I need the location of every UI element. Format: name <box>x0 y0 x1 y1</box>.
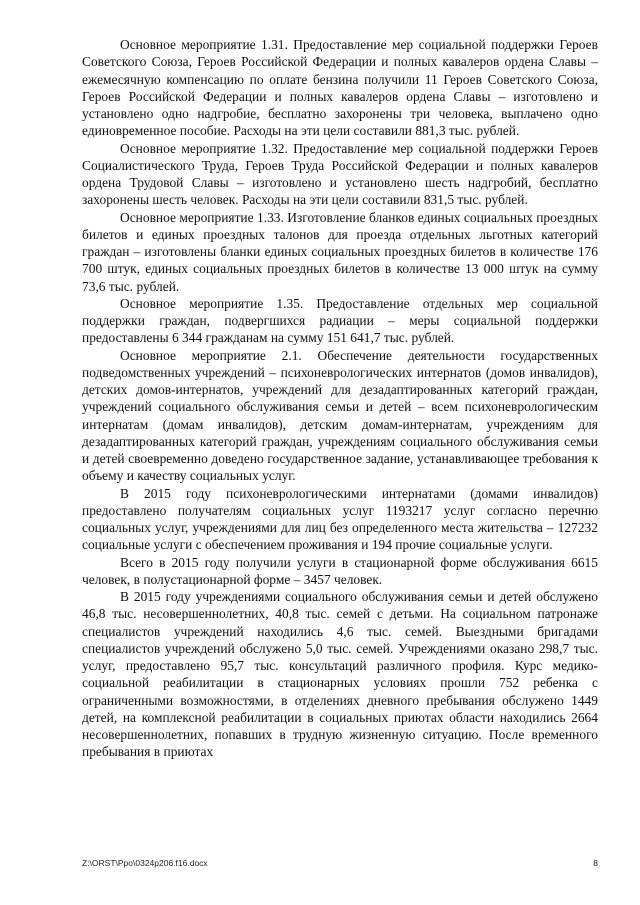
paragraph-measure-1-32: Основное мероприятие 1.32. Предоставление мер социальной поддержки Героев Социалистического Труда, Героев Труда Российской Федерации и полных кавалеров ордена Трудовой Славы – изготовлено и установлено шесть надгробий, бесплатно захоронены шесть человек. Расходы на эти цели составили 831,5 тыс. рублей. <box>82 140 598 208</box>
document-body <box>82 36 598 761</box>
paragraph-measure-1-31: Основное мероприятие 1.31. Предоставление мер социальной поддержки Героев Советского Союза, Героев Российской Федерации и полных кавалеров ордена Славы – ежемесячную компенсацию по оплате бензина получили 11 Героев Советского Союза, Героев Российской Федерации и полных кавалеров ордена Славы – изготовлено и установлено одно надгробие, бесплатно захоронены три человека, выплачено одно единовременное пособие. Расходы на эти цели составили 881,3 тыс. рублей. <box>82 37 598 139</box>
paragraph-measure-1-35: Основное мероприятие 1.35. Предоставление отдельных мер социальной поддержки граждан, подвергшихся радиации – меры социальной поддержки предоставлены 6 344 гражданам на сумму 151 641,7 тыс. рублей. <box>82 295 598 346</box>
paragraph-family-services: В 2015 году учреждениями социального обслуживания семьи и детей обслужено 46,8 тыс. несовершеннолетних, 40,8 тыс. семей с детьми. На социальном патронаже специалистов учреждений находились 4,6 тыс. семей. Выездными бригадами специалистов учреждений обслужено 5,0 тыс. семей. Учреждениями оказано 298,7 тыс. услуг, предоставлено 95,7 тыс. консультаций различного профиля. Курс медико-социальной реабилитации в стационарных условиях прошли 752 ребенка с ограниченными возможностями, в отделениях дневного пребывания обслужено 1449 детей, на комплексной реабилитации в социальных приютах области находились 2664 несовершеннолетних, попавших в трудную жизненную ситуацию. После временного пребывания в приютах <box>82 589 598 760</box>
paragraph-measure-2-1: Основное мероприятие 2.1. Обеспечение деятельности государственных подведомственных учреждений – психоневрологических интернатов (домов инвалидов), детских домов-интернатов, учреждений для дезадаптированных категорий граждан, учреждений социального обслуживания семьи и детей – всем психоневрологическим интернатам (домам инвалидов), детским домам-интернатам, учреждениям для дезадаптированных категорий граждан, учреждениям социального обслуживания семьи и детей своевременно доведено государственное задание, устанавливающее требования к объему и качеству социальных услуг. <box>82 347 598 484</box>
paragraph-measure-1-33: Основное мероприятие 1.33. Изготовление бланков единых социальных проездных билетов и единых проездных талонов для проезда отдельных льготных категорий граждан – изготовлены бланки единых социальных проездных билетов в количестве 176 700 штук, единых социальных проездных билетов в количестве 13 000 штук на сумму 73,6 тыс. рублей. <box>82 209 598 294</box>
footer-page-number: 8 <box>593 858 598 868</box>
page-footer <box>82 858 598 872</box>
footer-file-path: Z:\ORST\Ppo\0324p206.f16.docx <box>82 858 208 868</box>
paragraph-psychoneurological-services: В 2015 году психоневрологическими интернатами (домами инвалидов) предоставлено получателям социальных услуг 1193217 услуг согласно перечню социальных услуг, учреждениями для лиц без определенного места жительства – 127232 социальные услуги с обеспечением проживания и 194 прочие социальные услуги. <box>82 485 598 553</box>
paragraph-total-served: Всего в 2015 году получили услуги в стационарной форме обслуживания 6615 человек, в полустационарной форме – 3457 человек. <box>82 554 598 587</box>
